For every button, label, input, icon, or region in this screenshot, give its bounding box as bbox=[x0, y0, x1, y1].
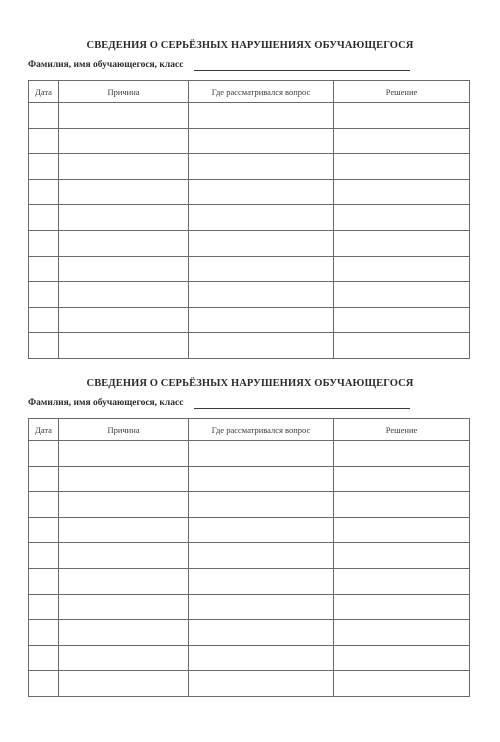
table-cell[interactable] bbox=[189, 492, 334, 518]
table-row bbox=[29, 671, 470, 697]
table-cell[interactable] bbox=[59, 282, 189, 308]
table-cell[interactable] bbox=[189, 282, 334, 308]
table-cell[interactable] bbox=[334, 128, 470, 154]
table-cell[interactable] bbox=[59, 671, 189, 697]
table-cell[interactable] bbox=[189, 256, 334, 282]
table-cell[interactable] bbox=[189, 517, 334, 543]
table-cell[interactable] bbox=[59, 620, 189, 646]
table-header-row bbox=[29, 81, 470, 103]
column-header-decision: Решение bbox=[334, 419, 470, 441]
table-cell[interactable] bbox=[189, 466, 334, 492]
table-cell[interactable] bbox=[189, 620, 334, 646]
table-cell[interactable] bbox=[59, 466, 189, 492]
table-row bbox=[29, 568, 470, 594]
table-row bbox=[29, 307, 470, 333]
table-cell[interactable] bbox=[59, 154, 189, 180]
table-cell[interactable] bbox=[334, 517, 470, 543]
table-row bbox=[29, 154, 470, 180]
column-header-reason: Причина bbox=[59, 419, 189, 441]
table-cell[interactable] bbox=[29, 154, 59, 180]
violations-table bbox=[28, 80, 470, 359]
student-field-blank-line[interactable] bbox=[194, 70, 410, 71]
table-cell[interactable] bbox=[334, 594, 470, 620]
table-cell[interactable] bbox=[29, 543, 59, 569]
table-row bbox=[29, 466, 470, 492]
table-cell[interactable] bbox=[29, 179, 59, 205]
table-cell[interactable] bbox=[59, 333, 189, 359]
table-cell[interactable] bbox=[59, 441, 189, 467]
table-row bbox=[29, 205, 470, 231]
table-cell[interactable] bbox=[189, 645, 334, 671]
table-cell[interactable] bbox=[59, 230, 189, 256]
table-cell[interactable] bbox=[189, 179, 334, 205]
table-cell[interactable] bbox=[59, 307, 189, 333]
table-cell[interactable] bbox=[189, 568, 334, 594]
column-header-where-considered: Где рассматривался вопрос bbox=[189, 419, 334, 441]
table-cell[interactable] bbox=[59, 256, 189, 282]
table-row bbox=[29, 282, 470, 308]
table-cell[interactable] bbox=[29, 594, 59, 620]
table-cell[interactable] bbox=[59, 103, 189, 129]
column-header-decision: Решение bbox=[334, 81, 470, 103]
table-cell[interactable] bbox=[189, 594, 334, 620]
table-cell[interactable] bbox=[334, 179, 470, 205]
table-cell[interactable] bbox=[189, 307, 334, 333]
table-cell[interactable] bbox=[189, 230, 334, 256]
table-cell[interactable] bbox=[189, 441, 334, 467]
column-header-where-considered: Где рассматривался вопрос bbox=[189, 81, 334, 103]
section-title: СВЕДЕНИЯ О СЕРЬЁЗНЫХ НАРУШЕНИЯХ ОБУЧАЮЩЕГОСЯ bbox=[86, 40, 414, 51]
table-cell[interactable] bbox=[334, 256, 470, 282]
table-cell[interactable] bbox=[189, 128, 334, 154]
table-cell[interactable] bbox=[29, 492, 59, 518]
table-row bbox=[29, 179, 470, 205]
table-row bbox=[29, 517, 470, 543]
table-cell[interactable] bbox=[59, 568, 189, 594]
table-cell[interactable] bbox=[334, 466, 470, 492]
table-cell[interactable] bbox=[59, 128, 189, 154]
table-cell[interactable] bbox=[59, 492, 189, 518]
table-cell[interactable] bbox=[334, 671, 470, 697]
table-row bbox=[29, 594, 470, 620]
table-cell[interactable] bbox=[334, 154, 470, 180]
table-cell[interactable] bbox=[29, 282, 59, 308]
table-cell[interactable] bbox=[29, 441, 59, 467]
table-cell[interactable] bbox=[59, 645, 189, 671]
table-cell[interactable] bbox=[334, 543, 470, 569]
table-cell[interactable] bbox=[334, 645, 470, 671]
table-cell[interactable] bbox=[59, 517, 189, 543]
table-row bbox=[29, 441, 470, 467]
table-cell[interactable] bbox=[59, 543, 189, 569]
table-row bbox=[29, 645, 470, 671]
table-cell[interactable] bbox=[29, 103, 59, 129]
table-row bbox=[29, 230, 470, 256]
column-header-date: Дата bbox=[29, 419, 59, 441]
table-cell[interactable] bbox=[29, 230, 59, 256]
table-cell[interactable] bbox=[29, 307, 59, 333]
table-cell[interactable] bbox=[59, 179, 189, 205]
table-cell[interactable] bbox=[29, 333, 59, 359]
table-cell[interactable] bbox=[189, 103, 334, 129]
student-field-label: Фамилия, имя обучающегося, класс bbox=[28, 398, 184, 408]
table-cell[interactable] bbox=[334, 568, 470, 594]
table-cell[interactable] bbox=[334, 492, 470, 518]
table-row bbox=[29, 128, 470, 154]
column-header-date: Дата bbox=[29, 81, 59, 103]
table-row bbox=[29, 333, 470, 359]
table-cell[interactable] bbox=[189, 333, 334, 359]
table-cell[interactable] bbox=[334, 282, 470, 308]
student-field-row bbox=[28, 398, 418, 412]
student-field-label: Фамилия, имя обучающегося, класс bbox=[28, 60, 184, 70]
table-cell[interactable] bbox=[29, 517, 59, 543]
student-field-blank-line[interactable] bbox=[194, 408, 410, 409]
table-cell[interactable] bbox=[334, 620, 470, 646]
section-title: СВЕДЕНИЯ О СЕРЬЁЗНЫХ НАРУШЕНИЯХ ОБУЧАЮЩЕГОСЯ bbox=[86, 378, 414, 389]
column-header-reason: Причина bbox=[59, 81, 189, 103]
table-row bbox=[29, 256, 470, 282]
violations-table bbox=[28, 418, 470, 697]
table-cell[interactable] bbox=[189, 671, 334, 697]
table-header-row bbox=[29, 419, 470, 441]
table-row bbox=[29, 492, 470, 518]
table-cell[interactable] bbox=[189, 543, 334, 569]
table-cell[interactable] bbox=[334, 205, 470, 231]
table-row bbox=[29, 543, 470, 569]
table-cell[interactable] bbox=[59, 594, 189, 620]
table-cell[interactable] bbox=[334, 441, 470, 467]
student-field-row bbox=[28, 60, 418, 74]
table-cell[interactable] bbox=[189, 205, 334, 231]
table-row bbox=[29, 620, 470, 646]
table-row bbox=[29, 103, 470, 129]
table-cell[interactable] bbox=[29, 620, 59, 646]
table-cell[interactable] bbox=[29, 466, 59, 492]
table-cell[interactable] bbox=[29, 645, 59, 671]
table-cell[interactable] bbox=[29, 671, 59, 697]
table-cell[interactable] bbox=[334, 103, 470, 129]
table-cell[interactable] bbox=[29, 256, 59, 282]
table-cell[interactable] bbox=[29, 205, 59, 231]
table-cell[interactable] bbox=[334, 230, 470, 256]
table-cell[interactable] bbox=[189, 154, 334, 180]
table-cell[interactable] bbox=[334, 307, 470, 333]
table-cell[interactable] bbox=[59, 205, 189, 231]
table-cell[interactable] bbox=[29, 568, 59, 594]
table-cell[interactable] bbox=[29, 128, 59, 154]
table-cell[interactable] bbox=[334, 333, 470, 359]
